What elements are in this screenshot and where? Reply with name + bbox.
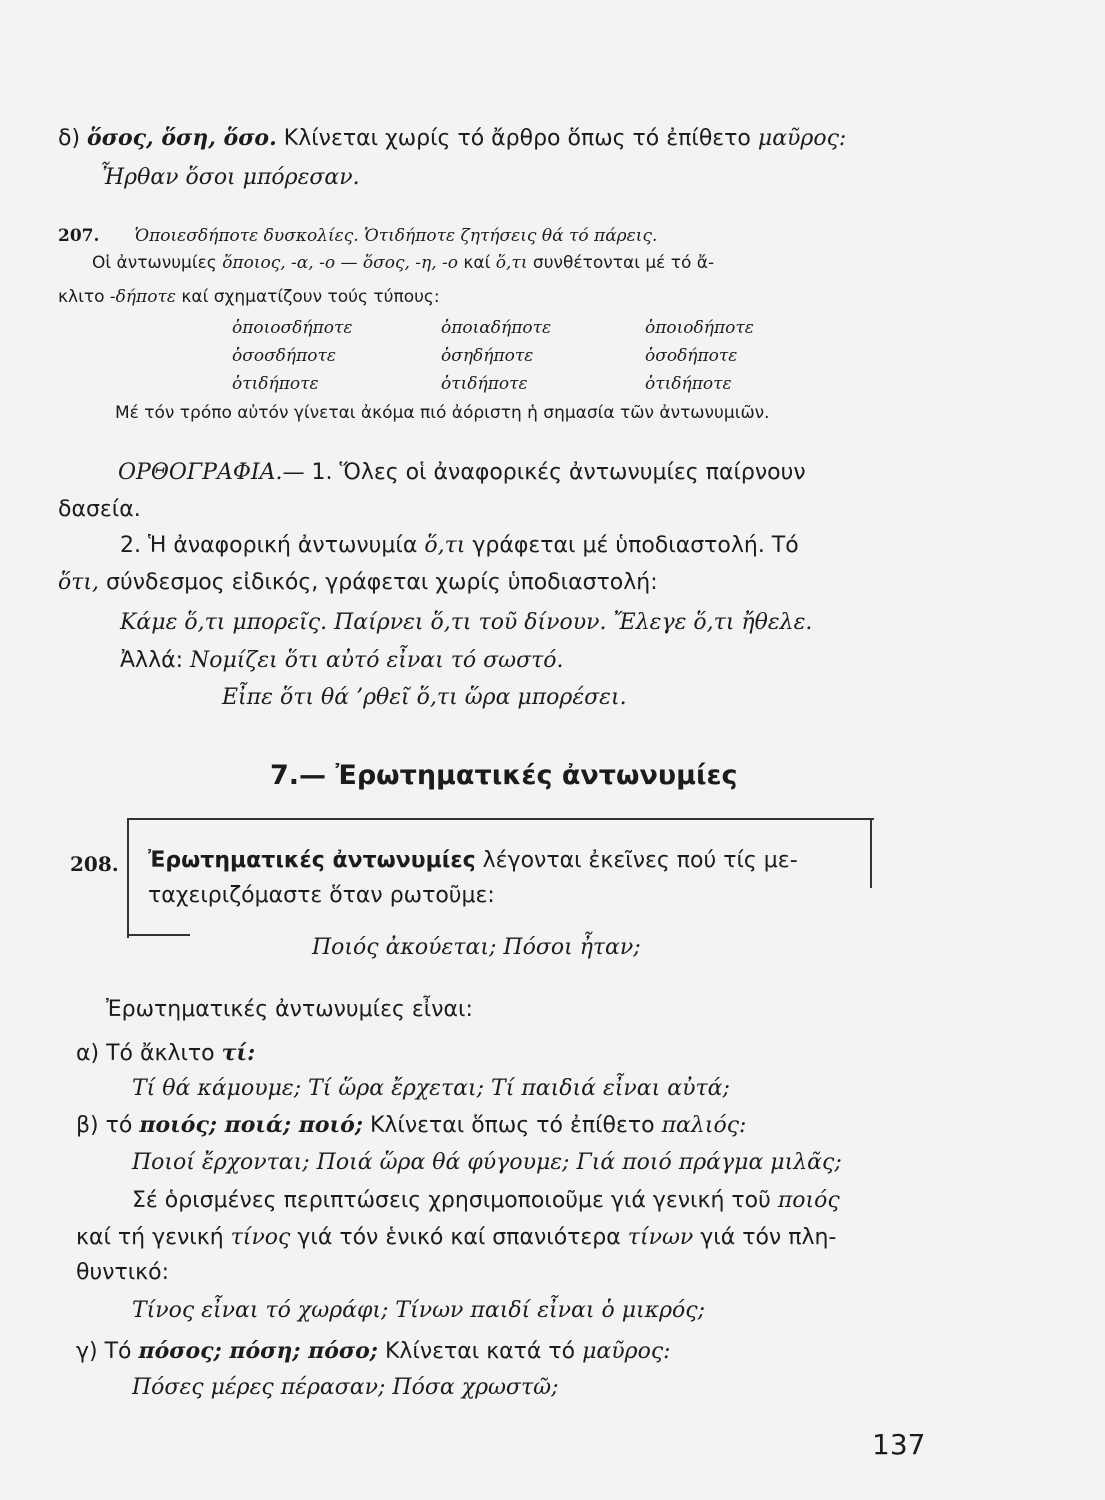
para-number: 208. [70, 852, 119, 876]
form-r1c1: ὁποιοσδήποτε [232, 318, 353, 338]
rule-text: σύνδεσμος εἰδικός, γράφεται χωρίς ὑποδιαστολή: [106, 570, 658, 595]
form-r3c1: ὁτιδήποτε [232, 374, 319, 394]
pronoun-forms: ὅποιος, -α, -ο — ὅσος, -η, -ο [222, 253, 458, 273]
section-text: Κλίνεται χωρίς τό ἄρθρο ὅπως τό ἐπίθετο [283, 126, 751, 151]
item-alpha [76, 1040, 255, 1066]
section-delta-example: Ἦρθαν ὅσοι μπόρεσαν. [100, 165, 360, 190]
para-208-definition-a [148, 848, 798, 873]
item-text: Κλίνεται κατά τό [384, 1339, 576, 1364]
oti-form: ὅ,τι [424, 533, 466, 558]
item-bold: πόσος; πόση; πόσο; [138, 1338, 378, 1364]
item-gamma [76, 1338, 671, 1364]
text-span: Οἱ ἀντωνυμίες [92, 253, 217, 273]
item-bold: ποιός; ποιά; ποιό; [139, 1112, 363, 1138]
but-label: Ἀλλά: [120, 648, 184, 673]
model-word: μαῦρος: [757, 126, 847, 151]
section-marker: δ) [58, 126, 81, 151]
item-text: Τό [104, 1339, 132, 1364]
para-207-line2 [58, 287, 440, 307]
bold-term: Ἐρωτηματικές ἀντωνυμίες [148, 848, 476, 873]
note-line2 [76, 1225, 836, 1250]
item-marker: β) [76, 1113, 99, 1138]
item-beta-example: Ποιοί ἔρχονται; Ποιά ὥρα θά φύγουμε; Γιά ποιό πράγμα μιλᾶς; [132, 1150, 842, 1175]
item-text: Τό ἄκλιτο [106, 1041, 215, 1066]
para-number: 207. [58, 226, 100, 246]
form-r2c2: ὁσηδήποτε [441, 346, 534, 366]
orthography-rule2 [120, 533, 799, 558]
rule-number: 1. [311, 460, 333, 485]
orthography-rule1-cont: δασεία. [58, 497, 141, 522]
orthography-example1: Κάμε ὅ,τι μπορεῖς. Παίρνει ὅ,τι τοῦ δίνουν. Ἔλεγε ὅ,τι ἤθελε. [120, 610, 813, 635]
item-alpha-example: Τί θά κάμουμε; Τί ὥρα ἔρχεται; Τί παιδιά εἶναι αὐτά; [132, 1076, 730, 1101]
form-r3c3: ὁτιδήποτε [645, 374, 732, 394]
oti-conjunction: ὅτι, [58, 570, 100, 595]
rule-text: γράφεται μέ ὑποδιαστολή. Τό [472, 533, 799, 558]
item-text: Κλίνεται ὅπως τό ἐπίθετο [369, 1113, 655, 1138]
note-text: γιά τόν πλη- [700, 1225, 837, 1250]
model-word: παλιός: [661, 1113, 747, 1138]
note-italic: ποιός [777, 1188, 840, 1213]
para-208-definition-b: ταχειριζόμαστε ὅταν ρωτοῦμε: [148, 883, 495, 908]
para-207-line1 [92, 253, 714, 273]
orthography-example2 [120, 648, 564, 673]
list-intro: Ἐρωτηματικές ἀντωνυμίες εἶναι: [106, 997, 473, 1022]
note-italic: τίνος [230, 1225, 291, 1250]
form-r2c1: ὁσοσδήποτε [232, 346, 337, 366]
note-italic: τίνων [627, 1225, 694, 1250]
orthography-rule1 [118, 460, 806, 485]
definition-text: λέγονται ἐκεῖνες πού τίς με- [482, 848, 798, 873]
text-span: καί [463, 253, 491, 273]
orthography-title: ΟΡΘΟΓΡΑΦΙΑ.— [118, 460, 305, 485]
form-r2c3: ὁσοδήποτε [645, 346, 738, 366]
orthography-example3: Εἶπε ὅτι θά ’ρθεῖ ὅ,τι ὥρα μπορέσει. [222, 685, 627, 710]
form-r3c2: ὁτιδήποτε [441, 374, 528, 394]
text-span: καί σχηματίζουν τούς τύπους: [181, 287, 440, 307]
page-number: 137 [872, 1428, 926, 1461]
rule-text: 2. Ἡ ἀναφορική ἀντωνυμία [120, 533, 418, 558]
item-gamma-example: Πόσες μέρες πέρασαν; Πόσα χρωστῶ; [132, 1375, 559, 1400]
form-r1c2: ὁποιαδήποτε [441, 318, 552, 338]
section-delta-line [58, 125, 846, 151]
para-208-example: Ποιός ἀκούεται; Πόσοι ἦταν; [312, 935, 641, 960]
item-marker: α) [76, 1041, 100, 1066]
note-line1 [132, 1188, 840, 1213]
text-span: κλιτο [58, 287, 105, 307]
model-word: μαῦρος: [582, 1339, 671, 1364]
form-r1c3: ὁποιοδήποτε [645, 318, 754, 338]
oti-form: ὅ,τι [495, 253, 528, 273]
item-marker: γ) [76, 1339, 98, 1364]
text-span: συνθέτονται μέ τό ἄ- [532, 253, 715, 273]
box-border-bottom [127, 934, 190, 936]
para-207-conclusion: Μέ τόν τρόπο αὐτόν γίνεται ἀκόμα πιό ἀόριστη ἡ σημασία τῶν ἀντωνυμιῶν. [115, 403, 770, 423]
item-text: τό [105, 1113, 133, 1138]
note-text: καί τή γενική [76, 1225, 224, 1250]
note-line3: θυντικό: [76, 1260, 170, 1285]
box-border-right [870, 818, 872, 888]
suffix: -δήποτε [109, 287, 176, 307]
orthography-rule2-cont [58, 570, 658, 595]
rule-text: Ὅλες οἱ ἀναφορικές ἀντωνυμίες παίρνουν [339, 460, 806, 485]
note-text: γιά τόν ἑνικό καί σπανιότερα [297, 1225, 621, 1250]
example-text: Νομίζει ὅτι αὐτό εἶναι τό σωστό. [190, 648, 564, 673]
para-207-header [58, 226, 657, 246]
chapter-heading: 7.— Ἐρωτηματικές ἀντωνυμίες [270, 760, 738, 791]
item-beta [76, 1112, 746, 1138]
note-example: Τίνος εἶναι τό χωράφι; Τίνων παιδί εἶναι ὁ μικρός; [132, 1298, 705, 1323]
definition-box [127, 818, 874, 938]
note-text: Σέ ὁρισμένες περιπτώσεις χρησιμοποιοῦμε γιά γενική τοῦ [132, 1188, 771, 1213]
para-examples: Ὁποιεσδήποτε δυσκολίες. Ὁτιδήποτε ζητήσεις θά τό πάρεις. [134, 226, 658, 246]
item-bold: τί: [221, 1040, 256, 1066]
bold-forms: ὅσος, ὅση, ὅσο. [87, 125, 277, 151]
